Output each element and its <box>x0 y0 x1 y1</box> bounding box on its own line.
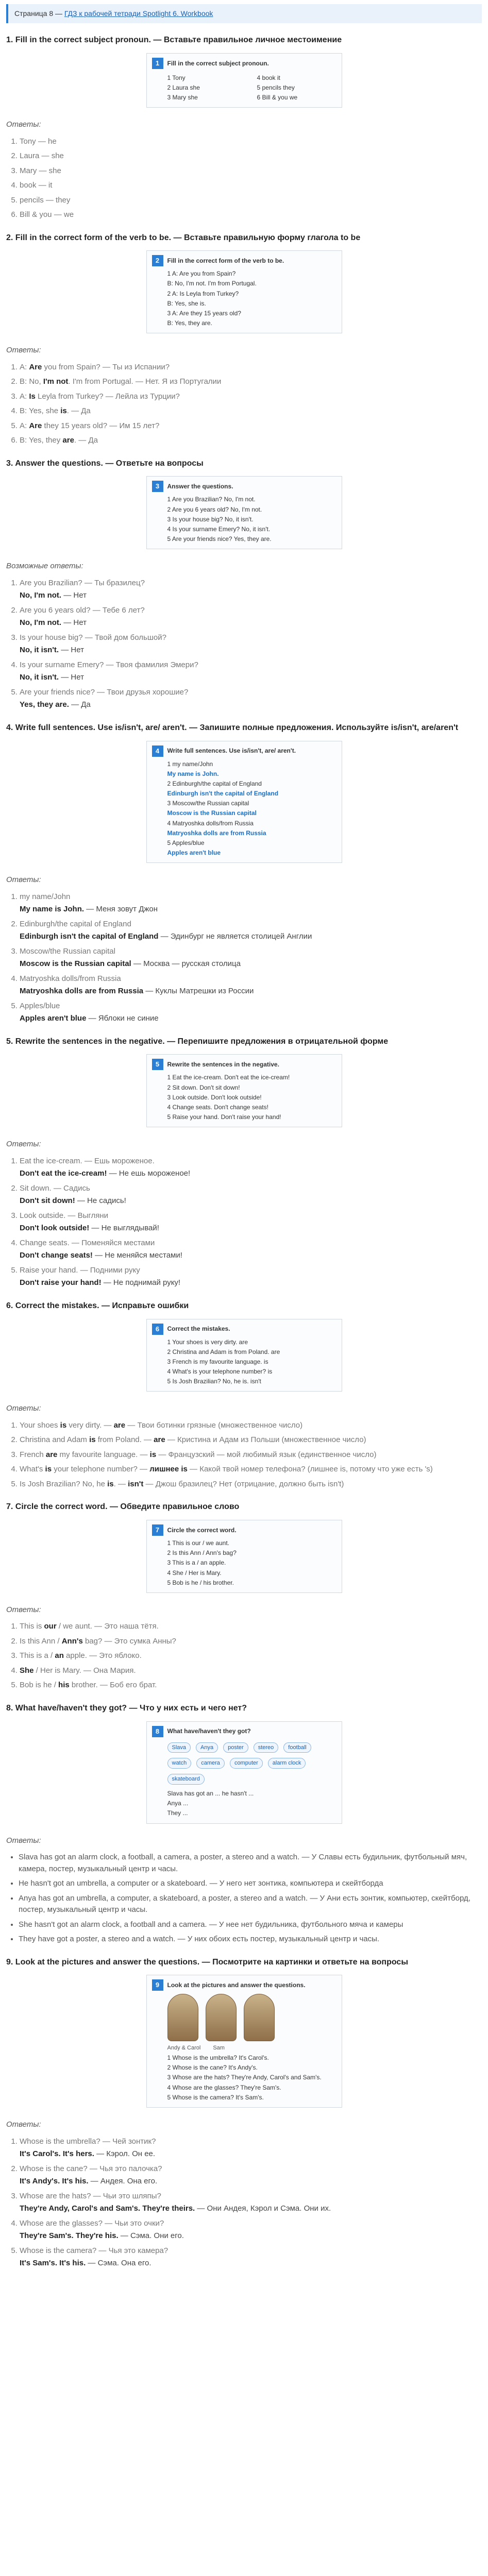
answer-highlight: our <box>44 1622 57 1631</box>
answers-label: Ответы: <box>6 1605 41 1614</box>
answer-text: / we aunt. — Это наша тётя. <box>56 1622 159 1631</box>
answer-question: 3. Look outside. — Выгляни <box>20 1211 109 1220</box>
answer-highlight: It's Carol's. It's hers. <box>20 2149 94 2159</box>
box-line: 3 A: Are they 15 years old? <box>167 310 241 317</box>
answer-highlight: No, it isn't. <box>20 646 59 655</box>
item-tag: football <box>283 1742 311 1753</box>
exercise-7 <box>6 1501 482 1691</box>
item-tag: alarm clock <box>268 1758 306 1769</box>
answer-list <box>6 578 482 711</box>
box-line: 1 Your shoes is very dirty. are <box>167 1338 248 1346</box>
exercise-heading: 5. Rewrite the sentences in the negative. — Перепишите предложения в отрицательной форме <box>6 1037 389 1046</box>
box-line: 4 Matryoshka dolls/from Russia <box>167 819 254 827</box>
answer-text: apple. — Это яблоко. <box>63 1651 142 1660</box>
answer-mistake: are <box>45 1450 58 1459</box>
exercise-heading: 7. Circle the correct word. — Обведите правильное слово <box>6 1502 240 1512</box>
box-line: Slava has got an ... he hasn't ... <box>167 1790 254 1798</box>
answer-text: A: <box>20 392 29 401</box>
answer-translation: — Кэрол. Он ее. <box>94 2149 156 2159</box>
answer-text: Is this Ann / <box>20 1636 62 1646</box>
answer-item <box>20 659 482 684</box>
exercise-number: 8 <box>152 1726 163 1737</box>
item-tag: poster <box>223 1742 248 1753</box>
box-line: 5 Are your friends nice? Yes, they are. <box>167 535 272 543</box>
answer-text: . — Да <box>74 436 98 445</box>
answer-item <box>20 391 482 403</box>
box-line: B: Yes, she is. <box>167 299 206 307</box>
answer-list <box>6 1420 482 1490</box>
exercise-title: Fill in the correct form of the verb to be. <box>167 257 284 265</box>
box-line-answer: Apples aren't blue <box>167 849 221 857</box>
box-line: 3 Whose are the hats? They're Andy, Carol's and Sam's. <box>167 2074 322 2081</box>
answers-label: Ответы: <box>6 1404 41 1413</box>
exercise-number: 9 <box>152 1979 163 1991</box>
answer-list <box>6 2136 482 2269</box>
answer-highlight: No, I'm not. <box>20 591 62 600</box>
box-line-answer: My name is John. <box>167 770 219 777</box>
exercise-image <box>146 1721 342 1824</box>
box-line: 1 Are you Brazilian? No, I'm not. <box>167 496 256 503</box>
exercise-title: Write full sentences. Use is/isn't, are/ aren't. <box>167 747 296 755</box>
answer-correction: isn't <box>128 1479 144 1488</box>
answer-highlight: I'm not <box>43 377 69 386</box>
answer-text: you from Spain? — Ты из Испании? <box>42 362 170 371</box>
answer-translation: — Нет <box>61 591 87 600</box>
person-figure <box>244 1994 275 2041</box>
box-line: 2 A: Is Leyla from Turkey? <box>167 290 239 297</box>
box-line: 2 Laura she <box>167 83 200 91</box>
exercise-number: 4 <box>152 745 163 757</box>
exercise-number: 3 <box>152 481 163 492</box>
box-line: 2 Is this Ann / Ann's bag? <box>167 1549 237 1557</box>
exercise-image <box>146 741 342 863</box>
answer-mistake: is <box>107 1479 114 1488</box>
answer-question: 5. Raise your hand. — Подними руку <box>20 1265 140 1275</box>
exercise-title: Answer the questions. <box>167 483 233 490</box>
box-line: 1 Whose is the umbrella? It's Carol's. <box>167 2054 269 2062</box>
answer-question: 5. Are your friends nice? — Твои друзья хорошие? <box>20 687 189 697</box>
box-line: 5 Apples/blue <box>167 839 205 846</box>
answer-text: . — <box>113 1479 128 1488</box>
box-line: B: Yes, they are. <box>167 319 212 327</box>
answer-list <box>6 1621 482 1691</box>
answer-question: 3. Whose are the hats? — Чьи это шляпы? <box>20 2191 161 2200</box>
answer-text: Your shoes <box>20 1420 60 1430</box>
item-tag: Anya <box>196 1742 218 1753</box>
answer-question: 4. Matryoshka dolls/from Russia <box>20 974 121 983</box>
answer-question: 2. Sit down. — Садись <box>20 1183 90 1193</box>
answer-question: 1. Eat the ice-cream. — Ешь мороженое. <box>20 1156 155 1165</box>
answer-translation: — Яблоки не синие <box>86 1014 159 1023</box>
item-tag: computer <box>230 1758 263 1769</box>
answer-question: 2. Are you 6 years old? — Тебе 6 лет? <box>20 605 145 615</box>
answer-highlight: They're Andy, Carol's and Sam's. They're theirs. <box>20 2204 195 2213</box>
answers-label: Ответы: <box>6 346 41 355</box>
answer-highlight: his <box>58 1681 70 1690</box>
answers-label: Ответы: <box>6 1140 41 1149</box>
answer-item: 1. Tony — he <box>20 136 482 148</box>
answer-item: • They have got a poster, a stereo and a watch. — У них обоих есть постер, музыкальный центр и часы. <box>19 1934 482 1945</box>
answers-label: Возможные ответы: <box>6 562 83 571</box>
exercise-heading: 8. What have/haven't they got? — Что у них есть и чего нет? <box>6 1703 247 1713</box>
answer-item <box>20 435 482 447</box>
exercise-2 <box>6 232 482 447</box>
answer-item <box>20 632 482 656</box>
answer-list <box>6 891 482 1025</box>
exercise-title: Circle the correct word. <box>167 1526 237 1534</box>
breadcrumb <box>6 4 482 23</box>
answer-item: 4. book — it <box>20 180 482 192</box>
answer-question: 1. my name/John <box>20 892 71 901</box>
item-tag: skateboard <box>167 1774 205 1785</box>
answer-highlight: It's Andy's. It's his. <box>20 2177 89 2186</box>
answer-translation: — Сэма. Она его. <box>86 2259 152 2268</box>
answer-highlight: Don't raise your hand! <box>20 1278 102 1287</box>
answer-item: 5. pencils — they <box>20 195 482 207</box>
answer-question: 1. Are you Brazilian? — Ты бразилец? <box>20 578 145 587</box>
answer-highlight: Yes, they are. <box>20 700 69 709</box>
answer-item: • She hasn't got an alarm clock, a football and a camera. — У нее нет будильника, футбольного мяча и камеры <box>19 1919 482 1931</box>
answer-translation: — Меня зовут Джон <box>84 905 158 914</box>
box-line: 4 Whose are the glasses? They're Sam's. <box>167 2083 281 2091</box>
answer-question: 2. Whose is the cane? — Чья это палочка? <box>20 2164 162 2173</box>
box-line: 5 Bob is he / his brother. <box>167 1579 234 1586</box>
exercise-image <box>146 1520 342 1593</box>
box-line: 4 Change seats. Don't change seats! <box>167 1104 268 1111</box>
answer-question: 4. Change seats. — Поменяйся местами <box>20 1238 155 1247</box>
exercise-title: Rewrite the sentences in the negative. <box>167 1061 279 1069</box>
exercise-title: Look at the pictures and answer the questions. <box>167 1981 306 1989</box>
box-line: 3 Mary she <box>167 93 198 101</box>
answer-highlight: Are <box>29 421 42 430</box>
exercise-3 <box>6 458 482 711</box>
answer-question: 3. Is your house big? — Твой дом большой? <box>20 633 166 642</box>
answer-item <box>20 919 482 943</box>
answer-translation: — Твои ботинки грязные (множественное число) <box>125 1420 303 1430</box>
answer-item <box>20 1001 482 1025</box>
exercise-heading: 4. Write full sentences. Use is/isn't, are/ aren't. — Запишите полные предложения. Используйте is/isn't, are/aren't <box>6 723 459 732</box>
answer-item <box>20 376 482 388</box>
answer-highlight: Apples aren't blue <box>20 1014 87 1023</box>
answer-item <box>20 1650 482 1662</box>
answer-item <box>20 605 482 629</box>
box-line-answer: Matryoshka dolls are from Russia <box>167 829 266 837</box>
box-line: 4 Is your surname Emery? No, it isn't. <box>167 526 271 533</box>
answer-highlight: Don't eat the ice-cream! <box>20 1169 107 1178</box>
answers-label: Ответы: <box>6 1836 41 1845</box>
box-line: 5 Is Josh Brazilian? No, he is. isn't <box>167 1378 261 1385</box>
answer-item <box>20 420 482 432</box>
answer-correction: are <box>113 1420 126 1430</box>
person-caption: Andy & Carol <box>167 2045 201 2052</box>
answer-text: very dirty. — <box>66 1420 114 1430</box>
box-line: 1 Tony <box>167 74 186 81</box>
answer-item <box>20 1265 482 1289</box>
answers-label: Ответы: <box>6 120 41 129</box>
exercise-image <box>146 1054 342 1127</box>
answer-list <box>6 1852 482 1945</box>
answer-text: from Poland. — <box>95 1435 154 1445</box>
answer-list <box>6 362 482 447</box>
box-line: 3 French is my favourite language. is <box>167 1358 268 1365</box>
answer-text: This is a / <box>20 1651 55 1660</box>
answer-question: 1. Whose is the umbrella? — Чей зонтик? <box>20 2137 156 2146</box>
exercise-heading: 3. Answer the questions. — Ответьте на вопросы <box>6 459 204 468</box>
box-line: 2 Sit down. Don't sit down! <box>167 1083 240 1091</box>
answer-list <box>6 1156 482 1289</box>
exercise-number: 1 <box>152 58 163 69</box>
box-line: 3 Look outside. Don't look outside! <box>167 1093 262 1101</box>
answer-item <box>20 578 482 602</box>
item-tag: camera <box>196 1758 225 1769</box>
exercise-title: What have/haven't they got? <box>167 1727 251 1735</box>
box-line: Anya ... <box>167 1800 189 1807</box>
exercise-number: 5 <box>152 1059 163 1070</box>
answer-item <box>20 2136 482 2160</box>
exercise-heading: 2. Fill in the correct form of the verb to be. — Вставьте правильную форму глагола to be <box>6 233 361 242</box>
exercise-heading: 1. Fill in the correct subject pronoun. — Вставьте правильное личное местоимение <box>6 36 342 44</box>
answer-translation: — Эдинбург не является столицей Англии <box>158 932 312 941</box>
answer-text: B: No, <box>20 377 43 386</box>
answer-text: Is Josh Brazilian? No, he <box>20 1479 108 1488</box>
answer-translation: — Не выглядывай! <box>89 1224 159 1233</box>
answer-translation: — Сэма. Они его. <box>118 2231 184 2241</box>
answer-item <box>20 2191 482 2215</box>
exercise-number: 6 <box>152 1324 163 1335</box>
exercise-6 <box>6 1300 482 1490</box>
answer-translation: — Да <box>69 700 91 709</box>
box-line: 1 Eat the ice-cream. Don't eat the ice-cream! <box>167 1074 290 1081</box>
breadcrumb-prefix: Страница 8 — <box>14 9 64 18</box>
box-line: 4 She / Her is Mary. <box>167 1569 222 1577</box>
exercise-image <box>146 53 342 108</box>
answer-correction: лишнее is <box>149 1465 188 1474</box>
answer-translation: — Французский — мой любимый язык (единственное число) <box>156 1450 377 1459</box>
answer-text: / Her is Mary. — Она Мария. <box>33 1666 136 1675</box>
answer-highlight: Ann's <box>61 1636 83 1646</box>
answer-item <box>20 1183 482 1207</box>
answer-mistake: is <box>60 1420 67 1430</box>
answer-highlight: are <box>62 436 74 445</box>
exercise-heading: 9. Look at the pictures and answer the questions. — Посмотрите на картинки и ответьте на вопросы <box>6 1957 408 1967</box>
people-illustration <box>152 1994 336 2041</box>
exercise-image <box>146 1319 342 1392</box>
answer-highlight: Don't look outside! <box>20 1224 90 1233</box>
box-line-answer: Edinburgh isn't the capital of England <box>167 790 279 798</box>
answer-text: B: Yes, they <box>20 436 63 445</box>
answer-translation: — Нет <box>59 646 84 655</box>
box-line: 2 Are you 6 years old? No, I'm not. <box>167 505 262 513</box>
answer-item <box>20 2218 482 2242</box>
breadcrumb-link[interactable]: ГДЗ к рабочей тетради Spotlight 6. Workbook <box>64 9 213 18</box>
box-line: 4 book it <box>257 74 280 81</box>
answer-highlight: They're Sam's. They're his. <box>20 2231 119 2241</box>
answers-label: Ответы: <box>6 2120 41 2129</box>
box-line: 2 Whose is the cane? It's Andy's. <box>167 2064 258 2072</box>
answer-text: . I'm from Portugal. — Нет. Я из Португалии <box>68 377 222 386</box>
box-line: 4 What's is your telephone number? is <box>167 1368 273 1376</box>
box-line: 2 Edinburgh/the capital of England <box>167 779 262 787</box>
exercise-number: 7 <box>152 1524 163 1536</box>
answer-item <box>20 2245 482 2269</box>
box-line: 3 Moscow/the Russian capital <box>167 800 249 807</box>
answer-item <box>20 2163 482 2188</box>
answer-correction: is <box>149 1450 157 1459</box>
box-line: 3 This is a / an apple. <box>167 1559 226 1567</box>
answer-highlight: Moscow is the Russian capital <box>20 959 131 969</box>
answer-text: Bob is he / <box>20 1681 59 1690</box>
answer-text: B: Yes, she <box>20 406 61 416</box>
exercise-9 <box>6 1957 482 2269</box>
answer-item <box>20 1636 482 1648</box>
answer-question: 4. Whose are the glasses? — Чьи это очки? <box>20 2218 164 2228</box>
answer-item <box>20 1464 482 1476</box>
box-line: 1 A: Are you from Spain? <box>167 270 236 278</box>
answer-item: • He hasn't got an umbrella, a computer or a skateboard. — У него нет зонтика, компьютера и скейтборда <box>19 1878 482 1890</box>
box-line: They ... <box>167 1809 188 1817</box>
answer-item: • Slava has got an alarm clock, a football, a camera, a poster, a stereo and a watch. — У Славы есть будильник, футбольный мяч, камера, постер, музыкальный центр и часы. <box>19 1852 482 1875</box>
answer-item <box>20 405 482 417</box>
answer-question: 3. Moscow/the Russian capital <box>20 946 115 956</box>
answer-item: • Anya has got an umbrella, a computer, a skateboard, a poster, a stereo and a watch. — У Ани есть зонтик, компьютер, скейтборд, постер, музыкальный центр и часы. <box>19 1893 482 1916</box>
answer-item <box>20 1449 482 1461</box>
answer-item <box>20 1479 482 1490</box>
answer-item <box>20 1621 482 1633</box>
box-line: 5 Raise your hand. Don't raise your hand! <box>167 1113 281 1121</box>
item-tag: Slava <box>167 1742 191 1753</box>
answer-text: Christina and Adam <box>20 1435 90 1445</box>
answer-highlight: Edinburgh isn't the capital of England <box>20 932 159 941</box>
answer-text: your telephone number? — <box>52 1465 150 1474</box>
answer-translation: — Москва — русская столица <box>131 959 241 969</box>
answer-translation: — Кристина и Адам из Польши (множественное число) <box>165 1435 366 1445</box>
box-line: 5 Whose is the camera? It's Sam's. <box>167 2093 264 2101</box>
answer-highlight: No, it isn't. <box>20 673 59 682</box>
answer-translation: — Не поднимай руку! <box>101 1278 181 1287</box>
answer-text: What's <box>20 1465 45 1474</box>
person-figure <box>206 1994 237 2041</box>
answer-translation: — Не ешь мороженое! <box>107 1169 191 1178</box>
answer-translation: — Нет <box>59 673 84 682</box>
item-tag: stereo <box>254 1742 279 1753</box>
answer-item <box>20 973 482 997</box>
answer-text: . — Да <box>66 406 91 416</box>
answer-text: bag? — Это сумка Анны? <box>82 1636 176 1646</box>
exercise-image <box>146 1975 342 2108</box>
answer-highlight: Matryoshka dolls are from Russia <box>20 987 144 996</box>
answer-highlight: My name is John. <box>20 905 85 914</box>
answer-item <box>20 1420 482 1432</box>
exercise-heading: 6. Correct the mistakes. — Исправьте ошибки <box>6 1301 189 1310</box>
answer-text: French <box>20 1450 46 1459</box>
box-line: 5 pencils they <box>257 83 295 91</box>
answer-mistake: is <box>89 1435 96 1445</box>
answer-highlight: No, I'm not. <box>20 618 62 628</box>
exercise-8 <box>6 1703 482 1945</box>
answer-translation: — Не меняйся местами! <box>92 1251 182 1260</box>
exercise-image <box>146 476 342 549</box>
person-figure <box>167 1994 198 2041</box>
answer-item: 3. Mary — she <box>20 165 482 177</box>
answer-question: 5. Apples/blue <box>20 1001 60 1010</box>
answer-item: 2. Laura — she <box>20 150 482 162</box>
answer-highlight: Is <box>29 392 36 401</box>
answer-question: 4. Is your surname Emery? — Твоя фамилия Эмери? <box>20 660 198 669</box>
answer-item <box>20 1680 482 1691</box>
box-line: 1 This is our / we aunt. <box>167 1539 230 1547</box>
answer-question: 2. Edinburgh/the capital of England <box>20 919 131 928</box>
answer-highlight: She <box>20 1666 34 1675</box>
answer-item: 6. Bill & you — we <box>20 209 482 221</box>
box-line: 1 my name/John <box>167 760 213 768</box>
answer-translation: — Они Андея, Кэрол и Сэма. Они их. <box>195 2204 331 2213</box>
exercise-image <box>146 250 342 333</box>
answer-translation: — Нет <box>61 618 87 628</box>
exercise-4 <box>6 722 482 1025</box>
answer-translation: — Джош бразилец? Нет (отрицание, должно быть isn't) <box>143 1479 344 1488</box>
answer-item <box>20 362 482 374</box>
answer-text: my favourite language. — <box>57 1450 150 1459</box>
box-line: 2 Christina and Adam is from Poland. are <box>167 1348 280 1355</box>
answer-highlight: Don't change seats! <box>20 1251 93 1260</box>
box-line: B: No, I'm not. I'm from Portugal. <box>167 280 257 287</box>
answer-item <box>20 687 482 711</box>
answer-text: A: <box>20 421 29 430</box>
answer-item <box>20 891 482 916</box>
box-line-answer: Moscow is the Russian capital <box>167 809 257 817</box>
answer-list <box>6 136 482 221</box>
box-line: 6 Bill & you we <box>257 93 298 101</box>
answer-correction: are <box>154 1435 165 1445</box>
answer-item <box>20 1665 482 1677</box>
person-caption: Sam <box>213 2045 225 2052</box>
answer-item <box>20 1238 482 1262</box>
answer-text: A: <box>20 362 29 371</box>
answer-translation: — Андея. Она его. <box>88 2177 158 2186</box>
answers-label: Ответы: <box>6 875 41 885</box>
answer-highlight: is <box>60 406 67 416</box>
answer-highlight: an <box>55 1651 64 1660</box>
answer-mistake: is <box>45 1465 52 1474</box>
answer-translation: — Куклы Матрешки из России <box>143 987 254 996</box>
exercise-number: 2 <box>152 255 163 266</box>
answer-question: 5. Whose is the camera? — Чья это камера? <box>20 2246 169 2255</box>
answer-translation: — Какой твой номер телефона? (лишнее is, потому что уже есть 's) <box>187 1465 433 1474</box>
item-tag: watch <box>167 1758 192 1769</box>
answer-item <box>20 1210 482 1234</box>
item-cloud <box>152 1740 336 1788</box>
answer-item <box>20 1434 482 1446</box>
answer-item <box>20 946 482 970</box>
exercise-title: Correct the mistakes. <box>167 1325 230 1333</box>
answer-highlight: Don't sit down! <box>20 1196 75 1206</box>
answer-text: brother. — Боб его брат. <box>69 1681 157 1690</box>
answer-text: Leyla from Turkey? — Лейла из Турции? <box>35 392 180 401</box>
exercise-1 <box>6 35 482 221</box>
answer-translation: — Не садись! <box>75 1196 126 1206</box>
answer-highlight: It's Sam's. It's his. <box>20 2259 86 2268</box>
answer-highlight: Are <box>29 362 42 371</box>
exercise-5 <box>6 1036 482 1289</box>
box-line: 3 Is your house big? No, it isn't. <box>167 515 254 523</box>
answer-text: they 15 years old? — Им 15 лет? <box>42 421 160 430</box>
answer-text: This is <box>20 1622 44 1631</box>
exercise-title: Fill in the correct subject pronoun. <box>167 59 269 67</box>
answer-item <box>20 1156 482 1180</box>
